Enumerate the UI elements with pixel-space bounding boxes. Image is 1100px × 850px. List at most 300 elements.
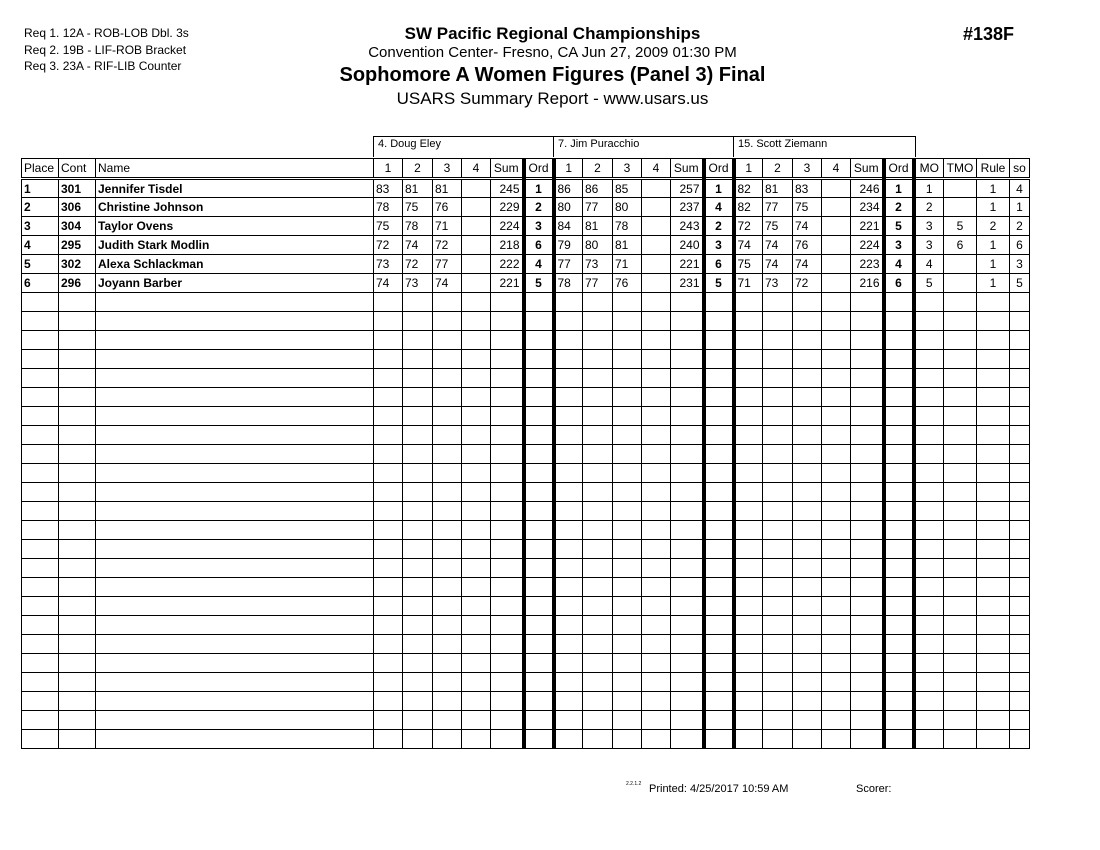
judge1-fig3-score — [433, 350, 462, 369]
judge1-ordinal — [524, 464, 554, 483]
empty-table-row — [22, 673, 1030, 692]
judge3-fig4-score — [822, 483, 851, 502]
judge1-ordinal — [524, 445, 554, 464]
judge2-fig1-score — [554, 350, 583, 369]
judge2-fig3-score — [613, 426, 642, 445]
judge3-fig3-score — [793, 293, 822, 312]
col-header-j3-fig3: 3 — [793, 159, 822, 179]
judge1-fig4-score — [462, 426, 491, 445]
judge2-fig3-score — [613, 350, 642, 369]
judge2-sum — [671, 483, 704, 502]
judge2-fig4-score — [642, 540, 671, 559]
judge1-fig4-score — [462, 198, 491, 217]
judge3-sum — [851, 730, 884, 749]
judge2-fig3-score — [613, 711, 642, 730]
judge3-fig2-score — [763, 616, 793, 635]
judge3-sum: 223 — [851, 255, 884, 274]
mo-cell — [914, 502, 944, 521]
judge1-fig4-score — [462, 730, 491, 749]
judge1-fig2-score — [403, 692, 433, 711]
place-cell — [22, 559, 59, 578]
judge1-fig3-score — [433, 597, 462, 616]
judge2-fig2-score — [583, 597, 613, 616]
place-cell — [22, 711, 59, 730]
judge3-fig2-score: 75 — [763, 217, 793, 236]
judge1-fig4-score — [462, 312, 491, 331]
judge3-sum — [851, 407, 884, 426]
judge1-ordinal — [524, 331, 554, 350]
judge1-sum — [491, 350, 524, 369]
judge2-fig4-score — [642, 464, 671, 483]
judge3-fig3-score — [793, 331, 822, 350]
judge2-fig1-score — [554, 483, 583, 502]
judge3-fig1-score — [734, 388, 763, 407]
judge3-sum — [851, 616, 884, 635]
rule-cell — [977, 388, 1010, 407]
judge2-fig1-score — [554, 578, 583, 597]
name-cell — [96, 293, 374, 312]
judge3-fig1-score — [734, 521, 763, 540]
judge1-ordinal: 5 — [524, 274, 554, 293]
rule-cell: 1 — [977, 274, 1010, 293]
judge3-sum — [851, 597, 884, 616]
rule-cell — [977, 616, 1010, 635]
judge1-fig2-score — [403, 521, 433, 540]
judge1-fig4-score — [462, 293, 491, 312]
judge2-sum — [671, 730, 704, 749]
judge1-fig2-score — [403, 312, 433, 331]
judge2-fig3-score: 71 — [613, 255, 642, 274]
name-cell — [96, 426, 374, 445]
judge1-ordinal: 6 — [524, 236, 554, 255]
judge2-fig3-score — [613, 521, 642, 540]
judge1-sum — [491, 711, 524, 730]
judge3-fig2-score — [763, 407, 793, 426]
judge1-fig1-score — [374, 407, 403, 426]
judge3-fig3-score: 75 — [793, 198, 822, 217]
judge1-ordinal — [524, 502, 554, 521]
judge3-fig4-score — [822, 179, 851, 198]
judge2-fig4-score — [642, 274, 671, 293]
tmo-cell — [944, 616, 977, 635]
col-header-j1-fig4: 4 — [462, 159, 491, 179]
judge1-fig1-score — [374, 369, 403, 388]
judge3-fig1-score — [734, 673, 763, 692]
judge3-sum — [851, 388, 884, 407]
judge3-fig4-score — [822, 711, 851, 730]
judge3-fig3-score — [793, 312, 822, 331]
judge1-sum: 222 — [491, 255, 524, 274]
judge3-fig3-score — [793, 445, 822, 464]
judge2-fig2-score — [583, 502, 613, 521]
judge2-sum — [671, 350, 704, 369]
judge3-ordinal: 6 — [884, 274, 914, 293]
judge1-fig3-score — [433, 730, 462, 749]
place-cell — [22, 464, 59, 483]
judge3-ordinal — [884, 654, 914, 673]
name-cell — [96, 369, 374, 388]
name-cell — [96, 312, 374, 331]
cont-cell: 296 — [59, 274, 96, 293]
judge3-fig1-score — [734, 654, 763, 673]
so-cell — [1010, 350, 1030, 369]
judge2-fig3-score — [613, 312, 642, 331]
judge2-fig2-score — [583, 540, 613, 559]
judge1-fig3-score — [433, 540, 462, 559]
judge1-fig1-score: 73 — [374, 255, 403, 274]
col-header-rule: Rule — [977, 159, 1010, 179]
judge2-ordinal — [704, 654, 734, 673]
rule-cell — [977, 350, 1010, 369]
judge1-sum: 224 — [491, 217, 524, 236]
judge2-fig2-score: 73 — [583, 255, 613, 274]
judge2-fig3-score — [613, 597, 642, 616]
col-header-name: Name — [96, 159, 374, 179]
tmo-cell — [944, 464, 977, 483]
judge3-ordinal — [884, 692, 914, 711]
judge2-fig4-score — [642, 559, 671, 578]
empty-table-row — [22, 426, 1030, 445]
place-cell — [22, 540, 59, 559]
cont-cell: 301 — [59, 179, 96, 198]
judge1-sum — [491, 597, 524, 616]
judge3-sum — [851, 464, 884, 483]
rule-cell — [977, 540, 1010, 559]
place-cell — [22, 502, 59, 521]
judge2-fig3-score — [613, 445, 642, 464]
judge1-fig4-score — [462, 388, 491, 407]
name-cell: Judith Stark Modlin — [96, 236, 374, 255]
mo-cell — [914, 426, 944, 445]
judge1-fig2-score — [403, 635, 433, 654]
rule-cell — [977, 369, 1010, 388]
judge2-fig3-score — [613, 673, 642, 692]
judge3-fig2-score — [763, 350, 793, 369]
competition-title: SW Pacific Regional Championships — [404, 24, 701, 43]
judge1-sum — [491, 616, 524, 635]
empty-table-row — [22, 331, 1030, 350]
judge1-ordinal — [524, 388, 554, 407]
judge1-fig2-score — [403, 483, 433, 502]
so-cell — [1010, 407, 1030, 426]
judge1-fig1-score — [374, 350, 403, 369]
judge3-fig2-score — [763, 426, 793, 445]
judge3-fig1-score — [734, 692, 763, 711]
judge3-fig4-score — [822, 559, 851, 578]
judge3-fig3-score — [793, 635, 822, 654]
judge1-fig4-score — [462, 217, 491, 236]
judge3-fig2-score — [763, 578, 793, 597]
rule-cell: 1 — [977, 179, 1010, 198]
requirements-list — [24, 25, 189, 75]
judge1-fig1-score: 74 — [374, 274, 403, 293]
report-header — [300, 24, 805, 110]
judge2-fig3-score — [613, 692, 642, 711]
rule-cell — [977, 654, 1010, 673]
name-cell — [96, 502, 374, 521]
judge1-fig2-score: 81 — [403, 179, 433, 198]
name-cell — [96, 350, 374, 369]
judge2-fig1-score — [554, 369, 583, 388]
place-cell: 6 — [22, 274, 59, 293]
judge3-fig3-score — [793, 597, 822, 616]
judge1-ordinal — [524, 616, 554, 635]
so-cell — [1010, 293, 1030, 312]
cont-cell — [59, 350, 96, 369]
judge-header-3: 15. Scott Ziemann — [733, 136, 916, 157]
judge1-fig3-score — [433, 445, 462, 464]
judge3-fig1-score — [734, 635, 763, 654]
table-row — [22, 274, 1030, 293]
judge2-fig3-score: 85 — [613, 179, 642, 198]
judge3-fig1-score: 72 — [734, 217, 763, 236]
results-table — [21, 158, 1030, 749]
judge2-fig1-score — [554, 407, 583, 426]
name-cell — [96, 331, 374, 350]
judge3-fig4-score — [822, 654, 851, 673]
name-cell — [96, 673, 374, 692]
empty-table-row — [22, 559, 1030, 578]
name-cell: Jennifer Tisdel — [96, 179, 374, 198]
judge1-fig2-score — [403, 445, 433, 464]
cont-cell — [59, 673, 96, 692]
so-cell — [1010, 559, 1030, 578]
judge1-fig2-score — [403, 673, 433, 692]
judge2-fig1-score — [554, 597, 583, 616]
judge3-fig4-score — [822, 331, 851, 350]
cont-cell: 295 — [59, 236, 96, 255]
judge2-fig2-score — [583, 673, 613, 692]
judge1-fig2-score: 72 — [403, 255, 433, 274]
judge2-fig4-score — [642, 179, 671, 198]
judge1-ordinal — [524, 426, 554, 445]
cont-cell — [59, 635, 96, 654]
judge1-fig4-score — [462, 350, 491, 369]
judge2-fig4-score — [642, 426, 671, 445]
so-cell — [1010, 654, 1030, 673]
judge3-sum: 221 — [851, 217, 884, 236]
judge2-sum: 243 — [671, 217, 704, 236]
judge2-fig3-score: 78 — [613, 217, 642, 236]
judge3-fig4-score — [822, 369, 851, 388]
judge2-fig1-score — [554, 426, 583, 445]
judge3-ordinal — [884, 730, 914, 749]
judge2-fig4-score — [642, 730, 671, 749]
col-header-place: Place — [22, 159, 59, 179]
judge1-fig3-score — [433, 654, 462, 673]
judge2-fig3-score — [613, 388, 642, 407]
judge1-fig3-score: 81 — [433, 179, 462, 198]
judge1-ordinal — [524, 711, 554, 730]
judge2-ordinal — [704, 312, 734, 331]
judge3-fig3-score — [793, 730, 822, 749]
judge3-sum — [851, 331, 884, 350]
judge1-ordinal — [524, 350, 554, 369]
judge3-ordinal — [884, 388, 914, 407]
judge3-fig1-score — [734, 426, 763, 445]
rule-cell — [977, 483, 1010, 502]
cont-cell — [59, 312, 96, 331]
judge2-fig2-score — [583, 464, 613, 483]
so-cell — [1010, 502, 1030, 521]
judge3-fig1-score — [734, 293, 763, 312]
judge3-fig1-score — [734, 312, 763, 331]
judge3-fig3-score — [793, 521, 822, 540]
judge1-fig1-score: 72 — [374, 236, 403, 255]
empty-table-row — [22, 540, 1030, 559]
judge1-ordinal — [524, 635, 554, 654]
judge2-fig2-score — [583, 350, 613, 369]
judge2-fig3-score — [613, 369, 642, 388]
judge1-fig1-score — [374, 711, 403, 730]
judge1-fig1-score — [374, 331, 403, 350]
place-cell — [22, 730, 59, 749]
judge2-sum — [671, 502, 704, 521]
name-cell: Christine Johnson — [96, 198, 374, 217]
judge1-fig2-score — [403, 350, 433, 369]
judge1-ordinal — [524, 293, 554, 312]
judge3-sum — [851, 369, 884, 388]
judge3-fig4-score — [822, 312, 851, 331]
place-cell — [22, 293, 59, 312]
judge2-sum — [671, 464, 704, 483]
col-header-mo: MO — [914, 159, 944, 179]
so-cell — [1010, 388, 1030, 407]
judge1-sum — [491, 426, 524, 445]
judge1-fig2-score — [403, 293, 433, 312]
name-cell — [96, 597, 374, 616]
table-header-row — [22, 159, 1030, 179]
tmo-cell — [944, 597, 977, 616]
so-cell: 3 — [1010, 255, 1030, 274]
mo-cell — [914, 293, 944, 312]
name-cell — [96, 445, 374, 464]
judge2-fig2-score — [583, 654, 613, 673]
judge3-fig1-score — [734, 369, 763, 388]
judge2-ordinal — [704, 388, 734, 407]
so-cell — [1010, 369, 1030, 388]
rule-cell — [977, 597, 1010, 616]
name-cell: Taylor Ovens — [96, 217, 374, 236]
judge3-fig4-score — [822, 597, 851, 616]
judge3-sum — [851, 559, 884, 578]
judge2-ordinal — [704, 616, 734, 635]
judge3-fig4-score — [822, 350, 851, 369]
place-cell — [22, 331, 59, 350]
judge2-fig3-score — [613, 616, 642, 635]
judge1-fig4-score — [462, 236, 491, 255]
judge1-fig2-score — [403, 426, 433, 445]
judge2-fig2-score — [583, 388, 613, 407]
judge1-sum — [491, 312, 524, 331]
empty-table-row — [22, 312, 1030, 331]
judge3-fig2-score: 77 — [763, 198, 793, 217]
tmo-cell — [944, 540, 977, 559]
judge3-fig2-score — [763, 445, 793, 464]
judge1-fig4-score — [462, 407, 491, 426]
mo-cell — [914, 540, 944, 559]
judge1-fig1-score — [374, 692, 403, 711]
judge2-fig4-score — [642, 445, 671, 464]
empty-table-row — [22, 407, 1030, 426]
cont-cell — [59, 331, 96, 350]
judge3-sum — [851, 540, 884, 559]
judge1-fig3-score — [433, 673, 462, 692]
judge2-fig4-score — [642, 369, 671, 388]
judge1-fig3-score — [433, 502, 462, 521]
tmo-cell — [944, 559, 977, 578]
judge2-ordinal — [704, 559, 734, 578]
judge2-fig2-score — [583, 426, 613, 445]
judge1-fig4-score — [462, 464, 491, 483]
judge1-sum — [491, 388, 524, 407]
judge3-fig1-score — [734, 445, 763, 464]
so-cell — [1010, 616, 1030, 635]
judge1-fig1-score — [374, 654, 403, 673]
judge3-sum — [851, 293, 884, 312]
judge1-fig2-score — [403, 597, 433, 616]
judge1-ordinal: 3 — [524, 217, 554, 236]
judge1-fig3-score — [433, 464, 462, 483]
judge1-fig1-score — [374, 483, 403, 502]
cont-cell: 302 — [59, 255, 96, 274]
judge1-fig1-score — [374, 445, 403, 464]
so-cell — [1010, 597, 1030, 616]
judge1-fig2-score — [403, 464, 433, 483]
judge1-fig1-score — [374, 293, 403, 312]
judge1-fig3-score — [433, 293, 462, 312]
judge2-sum — [671, 293, 704, 312]
judge2-fig1-score — [554, 464, 583, 483]
place-cell — [22, 388, 59, 407]
place-cell — [22, 578, 59, 597]
judge1-fig4-score — [462, 692, 491, 711]
mo-cell: 4 — [914, 255, 944, 274]
empty-table-row — [22, 464, 1030, 483]
judge3-ordinal — [884, 426, 914, 445]
col-header-j2-fig4: 4 — [642, 159, 671, 179]
judge2-ordinal — [704, 293, 734, 312]
rule-cell: 1 — [977, 198, 1010, 217]
judge2-fig4-score — [642, 407, 671, 426]
judge1-ordinal: 1 — [524, 179, 554, 198]
judge1-fig4-score — [462, 616, 491, 635]
col-header-j1-fig2: 2 — [403, 159, 433, 179]
judge3-fig4-score — [822, 426, 851, 445]
judge2-ordinal — [704, 635, 734, 654]
name-cell: Joyann Barber — [96, 274, 374, 293]
name-cell — [96, 711, 374, 730]
judge2-fig4-score — [642, 388, 671, 407]
judge3-fig2-score — [763, 369, 793, 388]
so-cell — [1010, 426, 1030, 445]
place-cell — [22, 692, 59, 711]
judge2-fig2-score — [583, 559, 613, 578]
rule-cell — [977, 464, 1010, 483]
judge2-sum — [671, 521, 704, 540]
cont-cell — [59, 369, 96, 388]
judge3-fig3-score: 83 — [793, 179, 822, 198]
judge2-fig2-score — [583, 312, 613, 331]
col-header-j2-ord: Ord — [704, 159, 734, 179]
tmo-cell — [944, 407, 977, 426]
rule-cell — [977, 331, 1010, 350]
tmo-cell — [944, 331, 977, 350]
judge1-sum — [491, 540, 524, 559]
judge1-fig3-score: 71 — [433, 217, 462, 236]
empty-table-row — [22, 502, 1030, 521]
judge2-fig2-score: 80 — [583, 236, 613, 255]
